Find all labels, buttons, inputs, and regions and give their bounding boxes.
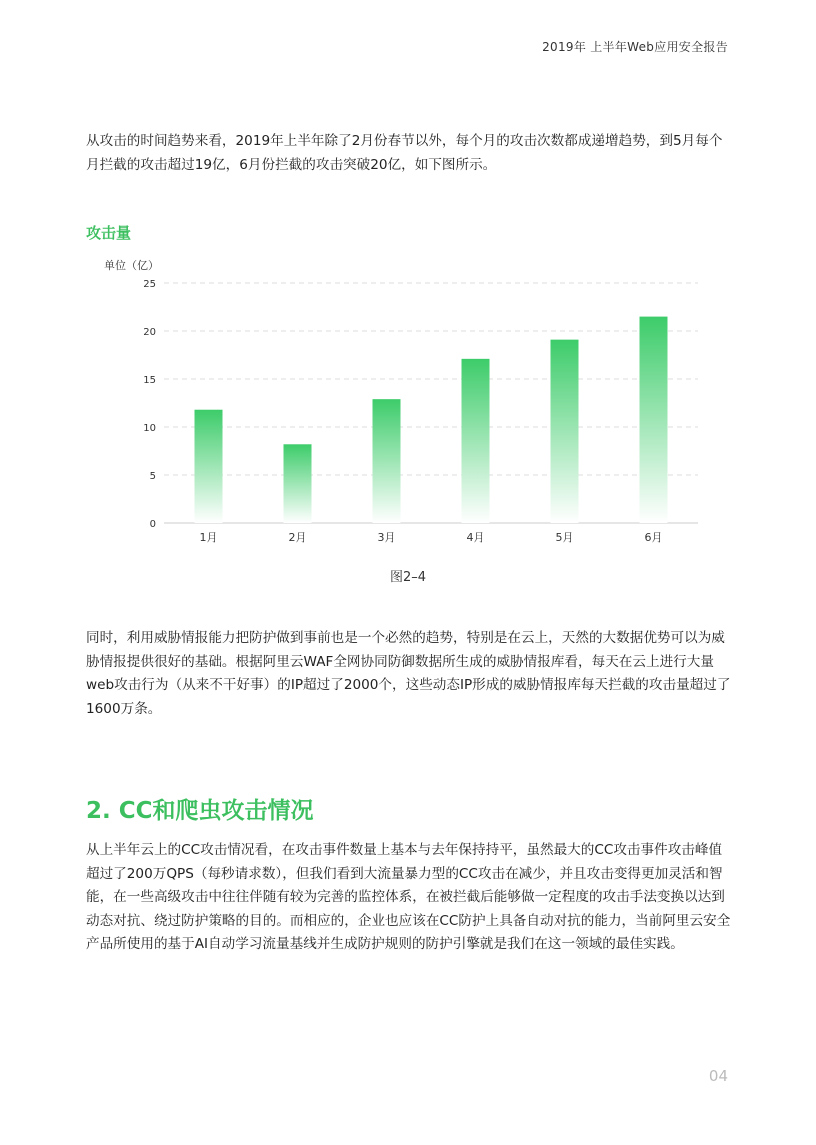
x-tick-label: 2月 [288,531,307,544]
chart-title: 攻击量 [86,224,132,242]
x-tick-label: 4月 [466,531,485,544]
section-title: 2. CC和爬虫攻击情况 [86,798,314,824]
bar [640,317,668,523]
y-tick-label: 0 [149,519,156,530]
bar [195,410,223,523]
bar [373,399,401,523]
y-tick-label: 15 [143,375,156,386]
running-header: 2019年 上半年Web应用安全报告 [542,40,728,54]
y-axis-label: 单位（亿） [104,259,159,272]
cc-attack-paragraph: 从上半年云上的CC攻击情况看，在攻击事件数量上基本与去年保持持平，虽然最大的CC攻击事件攻击峰值超过了200万QPS（每秒请求数），但我们看到大流量暴力型的CC攻击在减少，并且攻击变得更加灵活和智能，在一些高级攻击中往往伴随有较为完善的监控体系，在被拦截后能够做一定程度的攻击手法变换以达到动态对抗、绕过防护策略的目的。而相应的，企业也应该在CC防护上具备自动对抗的能力，当前阿里云安全产品所使用的基于AI自动学习流量基线并生成防护规则的防护引擎就是我们在这一领域的最佳实践。 [86,842,731,952]
y-tick-label: 20 [143,327,156,338]
x-tick-label: 3月 [377,531,396,544]
intro-paragraph: 从攻击的时间趋势来看，2019年上半年除了2月份春节以外，每个月的攻击次数都成递增趋势，到5月每个月拦截的攻击超过19亿，6月份拦截的攻击突破20亿，如下图所示。 [86,133,723,173]
x-tick-label: 1月 [199,531,218,544]
page-number: 04 [708,1067,728,1085]
x-tick-label: 5月 [555,531,574,544]
y-tick-label: 10 [143,423,156,434]
bar [462,359,490,523]
bar [284,444,312,523]
y-tick-label: 5 [149,471,156,482]
figure-caption: 图2–4 [389,570,427,585]
attack-volume-chart [86,255,726,555]
chart-svg [86,255,726,555]
y-tick-label: 25 [143,279,156,290]
threat-intel-paragraph: 同时，利用威胁情报能力把防护做到事前也是一个必然的趋势，特别是在云上，天然的大数据优势可以为威胁情报提供很好的基础。根据阿里云WAF全网协同防御数据所生成的威胁情报库看，每天在云上进行大量web攻击行为（从来不干好事）的IP超过了2000个，这些动态IP形成的威胁情报库每天拦截的攻击量超过了1600万条。 [86,630,731,717]
x-tick-label: 6月 [644,531,663,544]
bar [551,340,579,523]
